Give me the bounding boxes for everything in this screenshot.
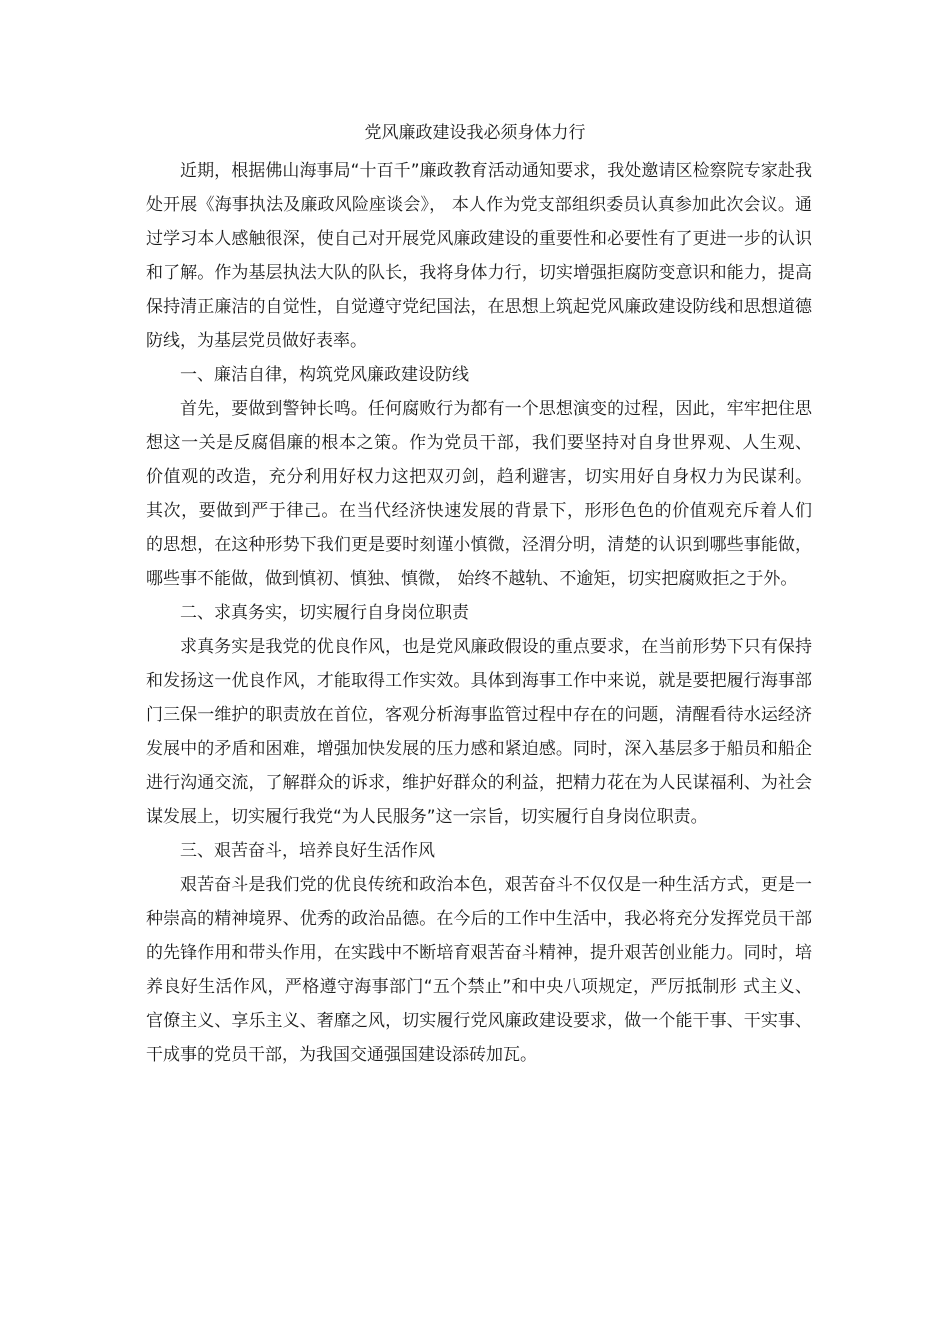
section-2-heading: 二、求真务实，切实履行自身岗位职责: [180, 603, 469, 623]
section-2-paragraph: 求真务实是我党的优良作风，也是党风廉政假设的重点要求，在当前形势下只有保持和发扬这一优良作风，才能取得工作实效。具体到海事工作中来说，就是要把履行海事部门三保一维护的职责放在首位，客观分析海事监管过程中存在的问题，清醒看待水运经济发展中的矛盾和困难，增强加快发展的压力感和紧迫感。同时，深入基层多于船员和船企进行沟通交流，了解群众的诉求，维护好群众的利益，把精力花在为人民谋福利、为社会谋发展上，切实履行我党“为人民服务”这一宗旨，切实履行自身岗位职责。: [146, 637, 812, 827]
section-3-heading: 三、艰苦奋斗，培养良好生活作风: [180, 841, 435, 861]
document-title: 党风廉政建设我必须身体力行: [364, 123, 586, 143]
document-body: [146, 154, 812, 1072]
section-1-paragraph: 首先，要做到警钟长鸣。任何腐败行为都有一个思想演变的过程，因此，牢牢把住思想这一关是反腐倡廉的根本之策。作为党员干部，我们要坚持对自身世界观、人生观、 价值观的改造，充分利用好权力这把双刃剑，趋利避害，切实用好自身权力为民谋利。 其次，要做到严于律己。在当代经济快速发展的背景下，形形色色的价值观充斥着人们 的思想，在这种形势下我们更是要时刻谨小慎微，泾渭分明，清楚的认识到哪些事能做， 哪些事不能做，做到慎初、慎独、慎微， 始终不越轨、不逾矩，切实把腐败拒之于外。: [146, 399, 812, 589]
section-1-heading: 一、廉洁自律，构筑党风廉政建设防线: [180, 365, 469, 385]
section-3-paragraph: 艰苦奋斗是我们党的优良传统和政治本色，艰苦奋斗不仅仅是一种生活方式，更是一种崇高的精神境界、优秀的政治品德。在今后的工作中生活中，我必将充分发挥党员干部的先锋作用和带头作用，在实践中不断培育艰苦奋斗精神，提升艰苦创业能力。同时，培养良好生活作风，严格遵守海事部门“五个禁止”和中央八项规定，严厉抵制形 式主义、官僚主义、享乐主义、奢靡之风，切实履行党风廉政建设要求，做一个能干事、干实事、干成事的党员干部，为我国交通强国建设添砖加瓦。: [146, 875, 812, 1065]
intro-paragraph: 近期，根据佛山海事局“十百千”廉政教育活动通知要求，我处邀请区检察院专家赴我处开展《海事执法及廉政风险座谈会》， 本人作为党支部组织委员认真参加此次会议。通过学习本人感触很深，使自己对开展党风廉政建设的重要性和必要性有了更进一步的认识和了解。作为基层执法大队的队长，我将身体力行，切实增强拒腐防变意识和能力，提高保持清正廉洁的自觉性，自觉遵守党纪国法，在思想上筑起党风廉政建设防线和思想道德防线，为基层党员做好表率。: [146, 161, 812, 351]
